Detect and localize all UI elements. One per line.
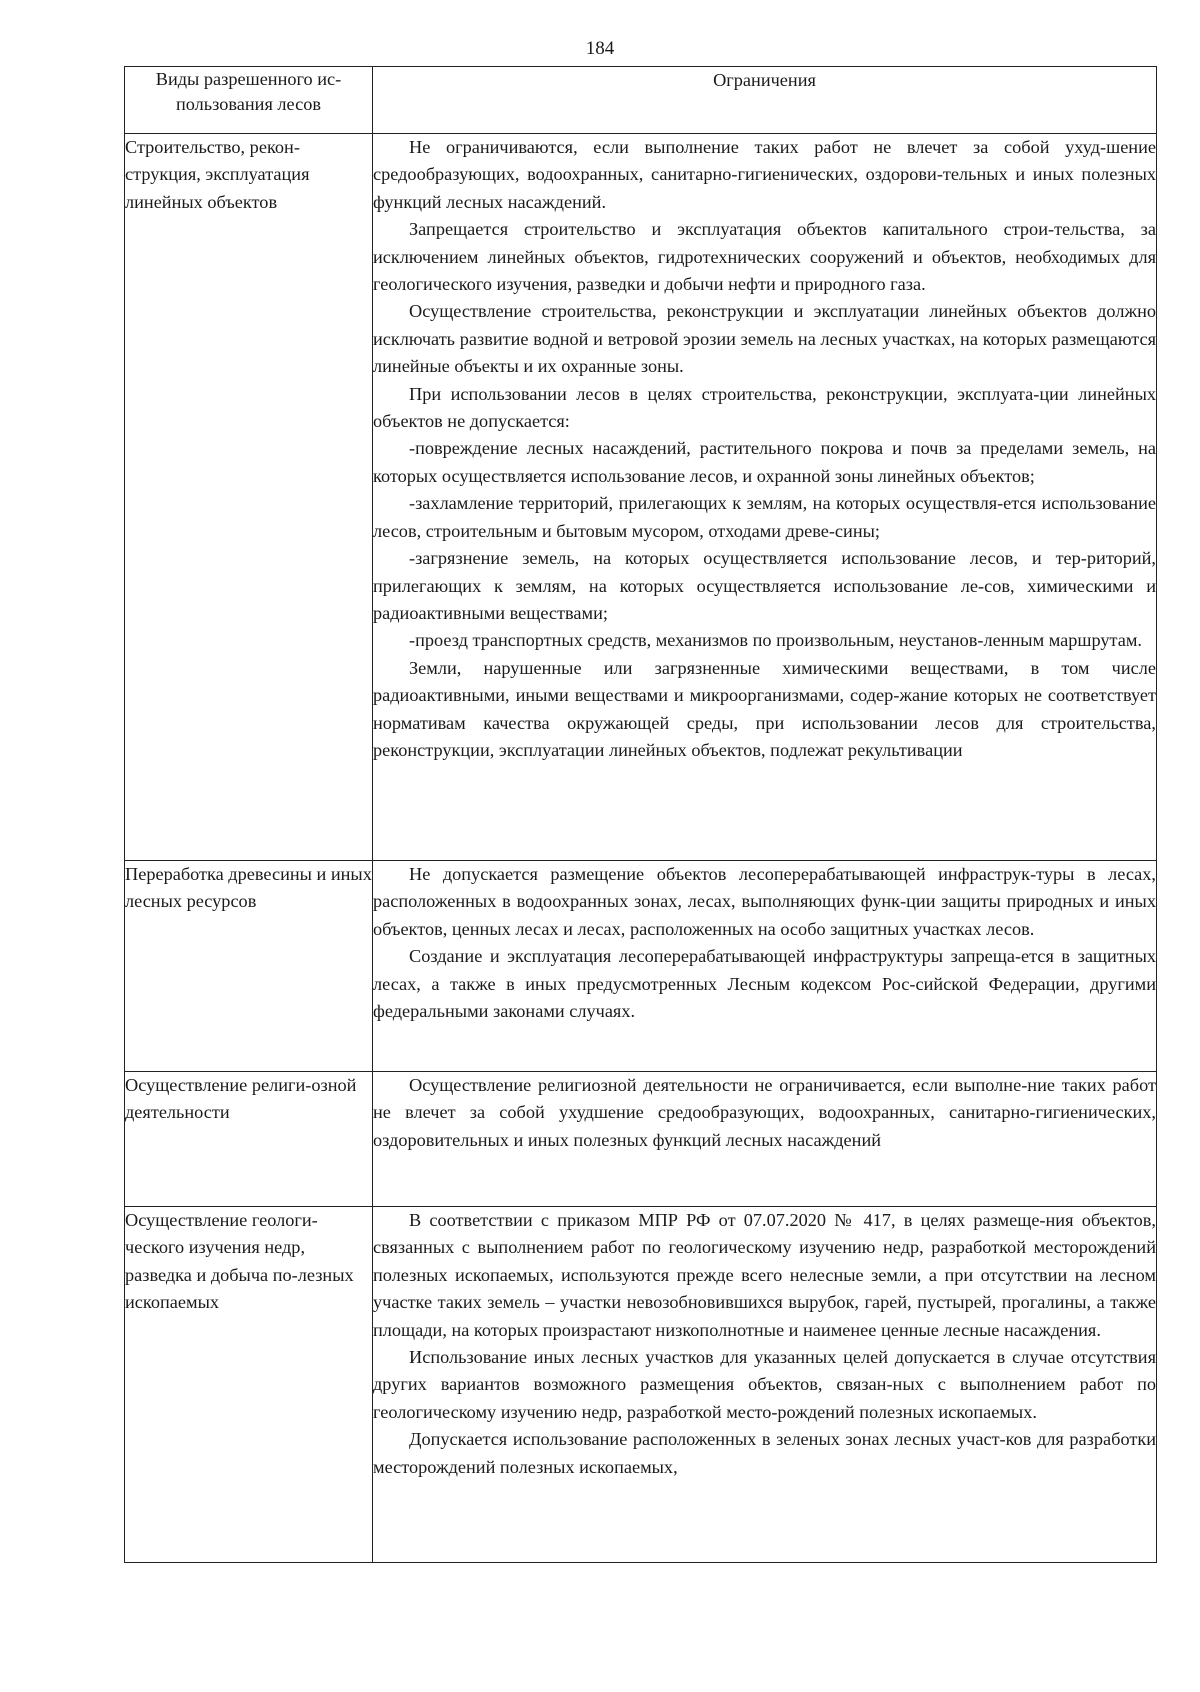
use-type-cell: Строительство, рекон-струкция, эксплуатация линейных объектов — [125, 134, 373, 861]
restrictions-cell — [373, 134, 1157, 861]
use-type-cell: Переработка древесины и иных лесных ресурсов — [125, 861, 373, 1072]
use-type-cell: Осуществление религи-озной деятельности — [125, 1072, 373, 1207]
header-use-types: Виды разрешенного ис-пользования лесов — [125, 67, 373, 134]
restriction-paragraph: Использование иных лесных участков для указанных целей допускается в случае отсутствия других вариантов возможного размещения объектов, связан-ных с выполнением работ по геологическому изучению недр, разработкой место-рождений полезных ископаемых. — [373, 1347, 1156, 1422]
restrictions-cell — [373, 1072, 1157, 1207]
restriction-paragraph: Осуществление религиозной деятельности не ограничивается, если выполне-ние таких работ не влечет за собой ухудшение средообразующих, водоохранных, санитарно-гигиенических, оздоровительных и иных полезных функций лесных насаждений — [373, 1075, 1156, 1150]
use-type-cell: Осуществление геологи-ческого изучения недр, разведка и добыча по-лезных ископаемых — [125, 1207, 373, 1563]
restrictions-cell — [373, 1207, 1157, 1563]
restriction-paragraph: Запрещается строительство и эксплуатация объектов капитального строи-тельства, за исключением линейных объектов, гидротехнических сооружений и объектов, необходимых для геологического изучения, разведки и добычи нефти и природного газа. — [373, 219, 1156, 295]
restrictions-cell — [373, 861, 1157, 1072]
table-header-row — [125, 67, 1157, 134]
restriction-paragraph: Земли, нарушенные или загрязненные химическими веществами, в том числе радиоактивными, иными веществами и микроорганизмами, содер-жание которых не соответствует нормативам качества окружающей среды, при использовании лесов для строительства, реконструкции, эксплуатации линейных объектов, подлежат рекультивации — [373, 657, 1156, 760]
restriction-paragraph: -захламление территорий, прилегающих к землям, на которых осуществля-ется использование лесов, строительным и бытовым мусором, отходами древе-сины; — [373, 493, 1156, 541]
table-row-geological-study — [125, 1207, 1157, 1563]
restriction-paragraph: -проезд транспортных средств, механизмов по произвольным, неустанов-ленным маршрутам. — [409, 630, 1143, 651]
table-row-linear-objects — [125, 134, 1157, 861]
header-restrictions: Ограничения — [373, 67, 1157, 134]
restriction-paragraph: Осуществление строительства, реконструкции и эксплуатации линейных объектов должно исключать развитие водной и ветровой эрозии земель на лесных участках, на которых размещаются линейные объекты и их охранные зоны. — [373, 301, 1156, 377]
restrictions-table — [124, 66, 1157, 1563]
restriction-paragraph: -повреждение лесных насаждений, растительного покрова и почв за пределами земель, на которых осуществляется использование лесов, и охранной зоны линейных объектов; — [373, 438, 1156, 486]
restriction-paragraph: Не допускается размещение объектов лесоперерабатывающей инфраструк-туры в лесах, расположенных в водоохранных зонах, лесах, выполняющих функ-ции защиты природных и иных объектов, ценных лесах и лесах, расположенных на особо защитных участках лесов. — [373, 864, 1156, 939]
restriction-paragraph: Допускается использование расположенных в зеленых зонах лесных участ-ков для разработки месторождений полезных ископаемых, — [373, 1429, 1156, 1477]
restriction-paragraph: Не ограничиваются, если выполнение таких работ не влечет за собой ухуд-шение средообразующих, водоохранных, санитарно-гигиенических, оздорови-тельных и иных полезных функций лесных насаждений. — [373, 137, 1156, 212]
restriction-paragraph: Создание и эксплуатация лесоперерабатывающей инфраструктуры запреща-ется в защитных лесах, а также в иных предусмотренных Лесным кодексом Рос-сийской Федерации, другими федеральными законами случаях. — [373, 946, 1156, 1022]
restriction-paragraph: При использовании лесов в целях строительства, реконструкции, эксплуата-ции линейных объектов не допускается: — [373, 383, 1156, 432]
restriction-paragraph: В соответствии с приказом МПР РФ от 07.07.2020 № 417, в целях размеще-ния объектов, связанных с выполнением работ по геологическому изучению недр, разработкой месторождений полезных ископаемых, используются прежде всего нелесные земли, а при отсутствии на лесном участке таких земель – участки невозобновившихся вырубок, гарей, пустырей, прогалины, а также площади, на которых произрастают низкополнотные и наименее ценные лесные насаждения. — [373, 1210, 1156, 1340]
restriction-paragraph: -загрязнение земель, на которых осуществляется использование лесов, и тер-риторий, прилегающих к землям, на которых осуществляется использование ле-сов, химическими и радиоактивными веществами; — [373, 548, 1156, 623]
table-row-religious-activity — [125, 1072, 1157, 1207]
table-row-wood-processing — [125, 861, 1157, 1072]
page-number: 184 — [585, 38, 615, 59]
